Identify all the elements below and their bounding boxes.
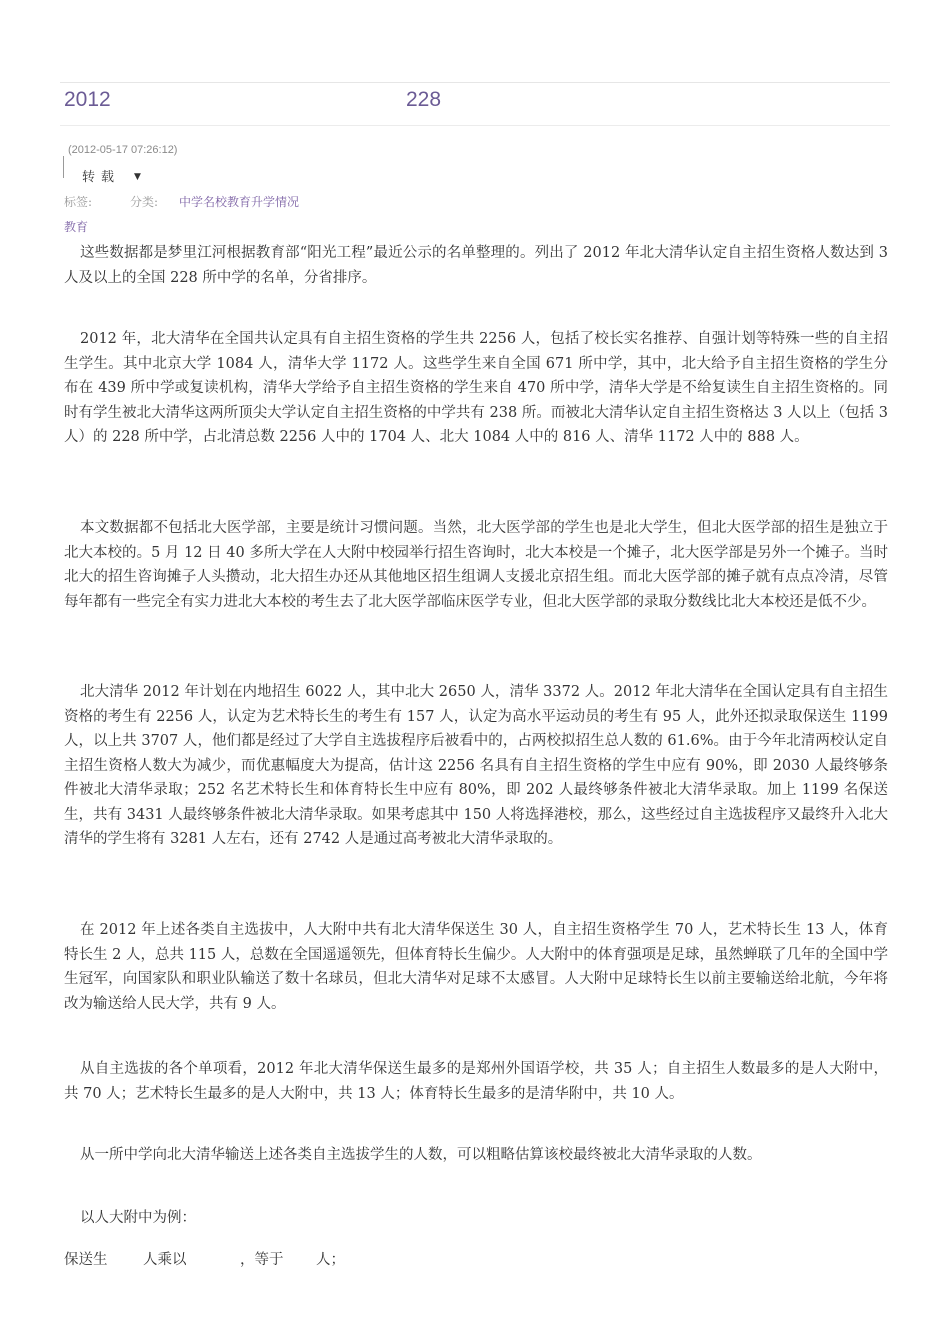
article-title-count[interactable]: 228 bbox=[406, 88, 442, 111]
category-link[interactable]: 中学名校教育升学情况 bbox=[179, 195, 300, 209]
tag-link[interactable]: 教育 bbox=[64, 220, 89, 234]
post-timestamp: (2012-05-17 07:26:12) bbox=[68, 144, 178, 156]
article-paragraph: 在 2012 年上述各类自主选拔中，人大附中共有北大清华保送生 30 人，自主招生资格学生 70 人，艺术特长生 13 人，体育特长生 2 人，总共 115 人，总数在全国遥遥领先，但体育特长生偏少。人大附中的体育强项是足球，虽然蝉联了几年的全国中学生冠军，向国家队和职业队输送了数十名球员，但北大清华对足球不太感冒。人大附中足球特长生以前主要输送给北航，今年将改为输送给人民大学，共有 9 人。 bbox=[64, 922, 888, 1012]
formula-part: 人； bbox=[316, 1252, 345, 1268]
formula-part: 人乘以 bbox=[143, 1252, 187, 1268]
category-label: 分类: bbox=[130, 195, 159, 209]
formula-part: 保送生 bbox=[64, 1252, 108, 1268]
repost-divider bbox=[63, 156, 64, 178]
formula-part: ，等于 bbox=[240, 1252, 284, 1268]
article-paragraph: 从自主选拔的各个单项看，2012 年北大清华保送生最多的是郑州外国语学校，共 35 人；自主招生人数最多的是人大附中，共 70 人；艺术特长生最多的是人大附中，共 13 人；体育特长生最多的是清华附中，共 10 人。 bbox=[64, 1061, 888, 1102]
title-divider bbox=[60, 125, 890, 126]
article-paragraph: 从一所中学向北大清华输送上述各类自主选拔学生的人数，可以粗略估算该校最终被北大清华录取的人数。 bbox=[80, 1147, 762, 1163]
dropdown-arrow-icon[interactable]: ▼ bbox=[134, 172, 141, 182]
article-title-year[interactable]: 2012 bbox=[64, 88, 111, 111]
article-paragraph: 本文数据都不包括北大医学部，主要是统计习惯问题。当然，北大医学部的学生也是北大学生，但北大医学部的招生是独立于北大本校的。5 月 12 日 40 多所大学在人大附中校园举行招生咨询时，北大本校是一个摊子，北大医学部是另外一个摊子。当时北大的招生咨询摊子人头攒动，北大招生办还从其他地区招生组调人支援北京招生组。而北大医学部的摊子就有点点冷清，尽管每年都有一些完全有实力进北大本校的考生去了北大医学部临床医学专业，但北大医学部的录取分数线比北大本校还是低不少。 bbox=[64, 520, 888, 610]
repost-button[interactable]: 转载 bbox=[82, 170, 121, 185]
top-divider bbox=[60, 82, 890, 83]
article-paragraph: 这些数据都是梦里江河根据教育部“阳光工程”最近公示的名单整理的。列出了 2012 年北大清华认定自主招生资格人数达到 3 人及以上的全国 228 所中学的名单，分省排序。 bbox=[64, 245, 888, 286]
article-paragraph: 北大清华 2012 年计划在内地招生 6022 人，其中北大 2650 人，清华 3372 人。2012 年北大清华在全国认定具有自主招生资格的考生有 2256 人，认定为艺术特长生的考生有 157 人，认定为高水平运动员的考生有 95 人，此外还拟录取保送生 1199 人，以上共 3707 人，他们都是经过了大学自主选拔程序后被看中的，占两校拟招生总人数的 61.6%。由于今年北清两校认定自主招生资格人数大为减少，而优惠幅度大为提高，估计这 2256 名具有自主招生资格的学生中应有 90%，即 2030 人最终够条件被北大清华录取；252 名艺术特长生和体育特长生中应有 80%，即 202 人最终够条件被北大清华录取。加上 1199 名保送生，共有 3431 人最终够条件被北大清华录取。如果考虑其中 150 人将选择港校，那么，这些经过自主选拔程序又最终升入北大清华的学生将有 3281 人左右，还有 2742 人是通过高考被北大清华录取的。 bbox=[64, 684, 888, 847]
article-paragraph: 以人大附中为例： bbox=[80, 1210, 196, 1226]
tag-label: 标签: bbox=[64, 195, 93, 209]
article-paragraph: 2012 年，北大清华在全国共认定具有自主招生资格的学生共 2256 人，包括了校长实名推荐、自强计划等特殊一些的自主招生学生。其中北京大学 1084 人，清华大学 1172 人。这些学生来自全国 671 所中学，其中，北大给予自主招生资格的学生分布在 439 所中学或复读机构，清华大学给予自主招生资格的学生来自 470 所中学，清华大学是不给复读生自主招生资格的。同时有学生被北大清华这两所顶尖大学认定自主招生资格的中学共有 238 所。而被北大清华认定自主招生资格达 3 人以上（包括 3 人）的 228 所中学，占北清总数 2256 人中的 1704 人、北大 1084 人中的 816 人、清华 1172 人中的 888 人。 bbox=[64, 331, 888, 445]
